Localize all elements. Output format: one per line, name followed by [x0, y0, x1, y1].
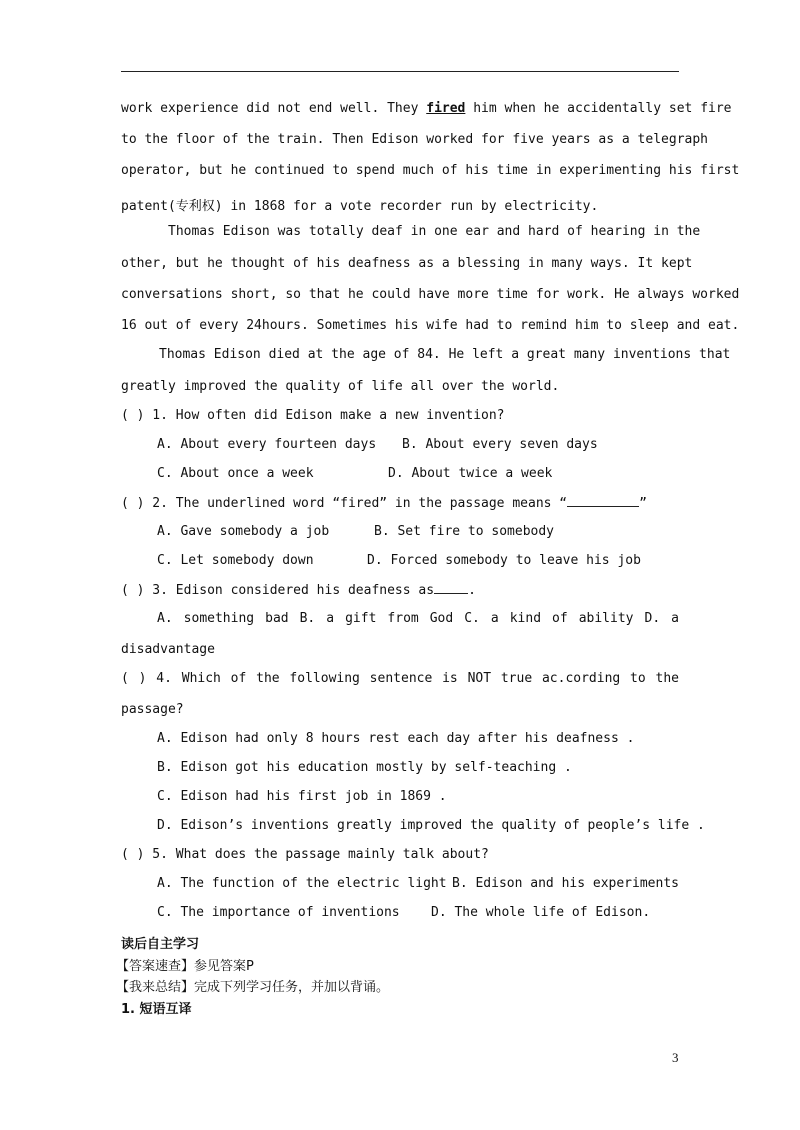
passage-line: greatly improved the quality of life all over the world.: [121, 379, 560, 394]
question-3-options: A. something bad B. a gift from God C. a kind of ability D. a: [157, 611, 679, 626]
question-4-stem: ( ) 4. Which of the following sentence is NOT true ac.cording to the: [121, 671, 679, 686]
summary-instruction: 【我来总结】完成下列学习任务，并加以背诵。: [116, 980, 390, 995]
question-2-option-d: D. Forced somebody to leave his job: [367, 553, 641, 568]
passage-line: other, but he thought of his deafness as a blessing in many ways. It kept: [121, 256, 693, 271]
phrase-translation-heading: 1. 短语互译: [121, 1002, 192, 1017]
underlined-word-fired: fired: [426, 101, 466, 116]
header-rule: [121, 71, 679, 72]
answer-blank[interactable]: [567, 495, 639, 507]
question-4-option-a: A. Edison had only 8 hours rest each day after his deafness .: [157, 731, 635, 746]
answer-blank[interactable]: [434, 582, 468, 594]
question-5-stem: ( ) 5. What does the passage mainly talk about?: [121, 847, 489, 862]
passage-line: operator, but he continued to spend much of his time in experimenting his first: [121, 163, 740, 178]
question-1-option-a: A. About every fourteen days: [157, 437, 377, 452]
question-1-stem: ( ) 1. How often did Edison make a new invention?: [121, 408, 505, 423]
question-2-option-b: B. Set fire to somebody: [374, 524, 555, 539]
question-4-option-b: B. Edison got his education mostly by self-teaching .: [157, 760, 572, 775]
question-2-option-c: C. Let somebody down: [157, 553, 314, 568]
question-1-option-b: B. About every seven days: [402, 437, 598, 452]
question-4-stem-continued: passage?: [121, 702, 184, 717]
passage-line: Thomas Edison died at the age of 84. He left a great many inventions that: [159, 347, 731, 362]
passage-line: patent(专利权) in 1868 for a vote recorder run by electricity.: [121, 199, 599, 214]
question-5-option-d: D. The whole life of Edison.: [431, 905, 651, 920]
question-2-stem: ( ) 2. The underlined word “fired” in the passage means “ ”: [121, 496, 647, 511]
question-5-option-b: B. Edison and his experiments: [452, 876, 679, 891]
passage-line: work experience did not end well. They fired him when he accidentally set fire: [121, 101, 732, 116]
question-4-option-c: C. Edison had his first job in 1869 .: [157, 789, 447, 804]
question-1-option-d: D. About twice a week: [388, 466, 553, 481]
question-3-stem: ( ) 3. Edison considered his deafness as .: [121, 583, 476, 598]
question-5-option-a: A. The function of the electric light: [157, 876, 447, 891]
passage-line: 16 out of every 24hours. Sometimes his wife had to remind him to sleep and eat.: [121, 318, 740, 333]
section-heading: 读后自主学习: [121, 937, 200, 952]
question-5-option-c: C. The importance of inventions: [157, 905, 400, 920]
question-1-option-c: C. About once a week: [157, 466, 314, 481]
passage-line: conversations short, so that he could have more time for work. He always worked: [121, 287, 740, 302]
question-3-options-continued: disadvantage: [121, 642, 215, 657]
question-2-option-a: A. Gave somebody a job: [157, 524, 330, 539]
answer-check-line: 【答案速查】参见答案P: [116, 959, 254, 974]
passage-line: to the floor of the train. Then Edison worked for five years as a telegraph: [121, 132, 708, 147]
passage-line: Thomas Edison was totally deaf in one ear and hard of hearing in the: [168, 224, 701, 239]
question-4-option-d: D. Edison’s inventions greatly improved the quality of people’s life .: [157, 818, 705, 833]
page-number: 3: [672, 1050, 679, 1065]
